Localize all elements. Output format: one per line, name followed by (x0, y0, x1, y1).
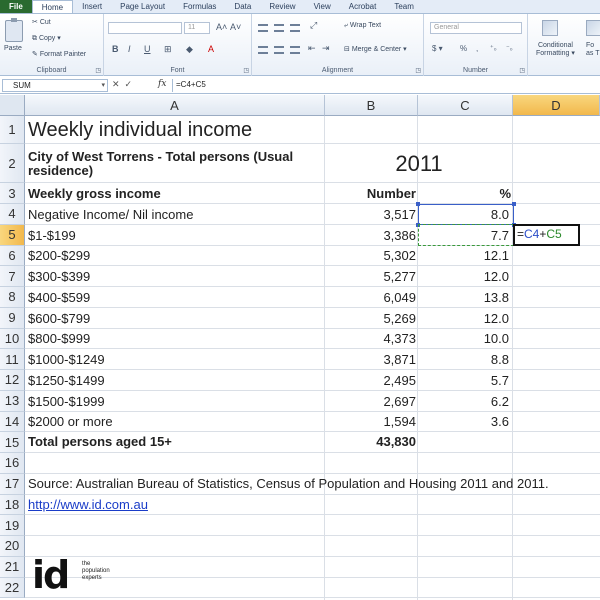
decrease-decimal-icon[interactable]: ⁻₀ (506, 45, 513, 52)
tab-acrobat[interactable]: Acrobat (348, 2, 377, 11)
header-income[interactable]: Weekly gross income (28, 186, 161, 201)
styles-group (528, 14, 600, 76)
row-header-22[interactable]: 22 (0, 578, 25, 599)
format-as-table-button[interactable]: Fo as T (586, 42, 600, 57)
row-header-5[interactable]: 5 (0, 225, 25, 246)
format-as-table-icon[interactable] (586, 20, 600, 36)
number-cell[interactable]: 3,517 (383, 206, 416, 222)
row-header-3[interactable]: 3 (0, 183, 25, 204)
tab-review[interactable]: Review (269, 2, 296, 11)
tab-home[interactable]: Home (32, 0, 73, 13)
percent-cell[interactable]: 10.0 (483, 331, 509, 347)
currency-button[interactable]: $ ▾ (432, 44, 443, 53)
tab-formulas[interactable]: Formulas (183, 2, 217, 11)
number-cell[interactable]: 5,269 (383, 310, 416, 326)
percent-cell[interactable]: 7.7 (490, 227, 509, 243)
number-group (424, 14, 528, 76)
total-number[interactable]: 43,830 (376, 433, 416, 449)
bold-button[interactable]: B (112, 44, 119, 54)
active-cell-editor[interactable]: =C4+C5 (513, 224, 580, 246)
income-band-cell[interactable]: $400-$599 (28, 289, 91, 305)
underline-button[interactable]: U (144, 44, 151, 54)
income-band-cell[interactable]: $600-$799 (28, 310, 91, 326)
tab-insert[interactable]: Insert (82, 2, 103, 11)
decrease-indent-icon[interactable]: ⇤ (308, 43, 316, 53)
reference-c5-highlight (418, 224, 514, 246)
number-cell[interactable]: 5,277 (383, 269, 416, 285)
row-header-4[interactable]: 4 (0, 204, 25, 225)
wrap-text-button[interactable]: ⤶ Wrap Text (344, 22, 382, 29)
alignment-label: Alignment (321, 67, 354, 74)
clipboard-group (0, 14, 104, 76)
conditional-formatting-button[interactable]: Conditional Formatting ▾ (536, 42, 575, 57)
enter-icon[interactable]: ✓ (124, 79, 138, 89)
income-band-cell[interactable]: $1500-$1999 (28, 393, 105, 409)
conditional-formatting-icon[interactable] (542, 20, 558, 36)
font-group (104, 14, 252, 76)
number-format-select[interactable]: General (430, 22, 522, 34)
row-header-6[interactable]: 6 (0, 246, 25, 267)
id-link[interactable]: http://www.id.com.au (28, 496, 148, 512)
tab-view[interactable]: View (313, 2, 331, 11)
ribbon (0, 14, 600, 76)
number-cell[interactable]: 4,373 (383, 331, 416, 347)
number-cell[interactable]: 2,495 (383, 372, 416, 388)
paste-icon[interactable] (5, 20, 23, 42)
copy-button[interactable]: ⧉ Copy ▾ (32, 35, 61, 42)
row-header-16[interactable]: 16 (0, 453, 25, 474)
gridline-horizontal (25, 452, 600, 453)
number-cell[interactable]: 6,049 (383, 289, 416, 305)
chevron-down-icon[interactable]: ▾ (101, 82, 105, 89)
percent-cell[interactable]: 12.0 (483, 269, 509, 285)
percent-cell[interactable]: 8.8 (490, 352, 509, 368)
grow-font-button[interactable]: A˄ (216, 22, 228, 32)
income-band-cell[interactable]: $2000 or more (28, 414, 113, 430)
number-cell[interactable]: 3,871 (383, 352, 416, 368)
number-cell[interactable]: 3,386 (383, 227, 416, 243)
income-band-cell[interactable]: $1250-$1499 (28, 372, 105, 388)
align-center-icon[interactable] (274, 46, 284, 54)
align-left-icon[interactable] (258, 46, 268, 54)
column-header-c[interactable]: C (418, 95, 513, 116)
number-cell[interactable]: 2,697 (383, 393, 416, 409)
font-launcher-icon[interactable]: ◳ (243, 68, 249, 74)
clipboard-launcher-icon[interactable]: ◳ (95, 68, 101, 74)
merge-icon: ⊟ (344, 46, 352, 53)
percent-cell[interactable]: 12.0 (483, 310, 509, 326)
increase-indent-icon[interactable]: ⇥ (322, 43, 330, 53)
percent-cell[interactable]: 5.7 (490, 372, 509, 388)
formula-actions (112, 79, 137, 90)
header-number[interactable]: Number (366, 186, 416, 201)
number-cell[interactable]: 5,302 (383, 248, 416, 264)
row-header-11[interactable]: 11 (0, 349, 25, 370)
comma-button[interactable]: , (476, 44, 479, 53)
clipboard-label: Clipboard (36, 67, 67, 74)
increase-decimal-icon[interactable]: ⁺₀ (490, 45, 497, 52)
ribbon-tabs (0, 0, 600, 14)
row-header-8[interactable]: 8 (0, 287, 25, 308)
align-bottom-icon[interactable] (290, 24, 300, 32)
percent-cell[interactable]: 6.2 (490, 393, 509, 409)
formula-input[interactable]: =C4+C5 (172, 79, 598, 92)
cut-button[interactable]: ✂ Cut (32, 19, 51, 26)
id-logo (32, 555, 122, 597)
logo-tagline: the population experts (82, 561, 110, 581)
percent-button[interactable]: % (460, 44, 468, 53)
italic-button[interactable]: I (128, 44, 131, 54)
font-label: Font (170, 67, 185, 74)
row-header-10[interactable]: 10 (0, 329, 25, 350)
row-header-20[interactable]: 20 (0, 536, 25, 557)
income-band-cell[interactable]: $1-$199 (28, 227, 76, 243)
align-right-icon[interactable] (290, 46, 300, 54)
row-header-12[interactable]: 12 (0, 370, 25, 391)
font-name-select[interactable] (108, 22, 182, 34)
tab-page-layout[interactable]: Page Layout (120, 2, 166, 11)
formula-bar (0, 77, 600, 94)
sheet-subtitle[interactable]: City of West Torrens - Total persons (Usual residence) (28, 148, 294, 178)
number-launcher-icon[interactable]: ◳ (519, 68, 525, 74)
alignment-group (252, 14, 424, 76)
source-note[interactable]: Source: Australian Bureau of Statistics, Census of Population and Housing 2011 and 2011. (28, 475, 549, 491)
tab-data[interactable]: Data (234, 2, 252, 11)
row-header-1[interactable]: 1 (0, 116, 25, 144)
percent-cell[interactable]: 13.8 (483, 289, 509, 305)
brush-icon: ✎ (32, 51, 40, 58)
number-label: Number (463, 67, 488, 74)
select-all-corner[interactable] (0, 95, 25, 116)
shrink-font-button[interactable]: A˅ (230, 22, 242, 32)
tab-file[interactable]: File (0, 0, 32, 13)
name-box[interactable]: SUM ▾ (2, 79, 108, 92)
percent-cell[interactable]: 8.0 (490, 206, 509, 222)
borders-icon[interactable]: ⊞ (164, 44, 172, 54)
scissors-icon: ✂ (32, 19, 40, 26)
year-label[interactable]: 2011 (395, 150, 443, 176)
row-header-17[interactable]: 17 (0, 474, 25, 495)
orientation-icon[interactable]: ⤢ (310, 20, 318, 30)
income-band-cell[interactable]: $1000-$1249 (28, 352, 105, 368)
income-band-cell[interactable]: $300-$399 (28, 269, 91, 285)
row-header-2[interactable]: 2 (0, 144, 25, 183)
row-header-13[interactable]: 13 (0, 391, 25, 412)
income-band-cell[interactable]: $800-$999 (28, 331, 91, 347)
income-band-cell[interactable]: Negative Income/ Nil income (28, 206, 194, 222)
reference-c4-highlight (418, 204, 514, 225)
row-header-15[interactable]: 15 (0, 432, 25, 453)
worksheet-grid[interactable] (0, 95, 600, 600)
gridline-horizontal (25, 597, 600, 598)
alignment-launcher-icon[interactable]: ◳ (415, 68, 421, 74)
align-top-icon[interactable] (258, 24, 268, 32)
logo-mark: id (32, 553, 69, 597)
cancel-icon[interactable]: ✕ (112, 79, 125, 89)
row-header-18[interactable]: 18 (0, 495, 25, 516)
font-color-icon[interactable]: A (208, 44, 215, 54)
income-band-cell[interactable]: $200-$299 (28, 248, 91, 264)
row-header-14[interactable]: 14 (0, 412, 25, 433)
format-painter-button[interactable]: ✎ Format Painter (32, 51, 87, 58)
sheet-title[interactable]: Weekly individual income (28, 118, 253, 141)
number-cell[interactable]: 1,594 (383, 414, 416, 430)
gridline-horizontal (25, 535, 600, 536)
row-header-7[interactable]: 7 (0, 266, 25, 287)
align-middle-icon[interactable] (274, 24, 284, 32)
header-pct[interactable]: % (499, 186, 511, 201)
percent-cell[interactable]: 3.6 (490, 414, 509, 430)
row-header-19[interactable]: 19 (0, 515, 25, 536)
font-size-select[interactable]: 11 (184, 22, 210, 34)
row-header-21[interactable]: 21 (0, 557, 25, 578)
column-header-d[interactable]: D (513, 95, 600, 116)
total-label[interactable]: Total persons aged 15+ (28, 433, 172, 449)
tab-team[interactable]: Team (394, 2, 414, 11)
column-header-a[interactable]: A (25, 95, 325, 116)
row-header-9[interactable]: 9 (0, 308, 25, 329)
wrap-icon: ⤶ (344, 22, 350, 29)
insert-function-icon[interactable]: fx (158, 79, 167, 89)
fill-color-icon[interactable]: ◆ (186, 44, 193, 54)
column-header-b[interactable]: B (325, 95, 418, 116)
merge-center-button[interactable]: ⊟ Merge & Center ▾ (344, 46, 407, 53)
percent-cell[interactable]: 12.1 (483, 248, 509, 264)
paste-button[interactable]: Paste (4, 45, 22, 52)
copy-icon: ⧉ (32, 35, 39, 42)
